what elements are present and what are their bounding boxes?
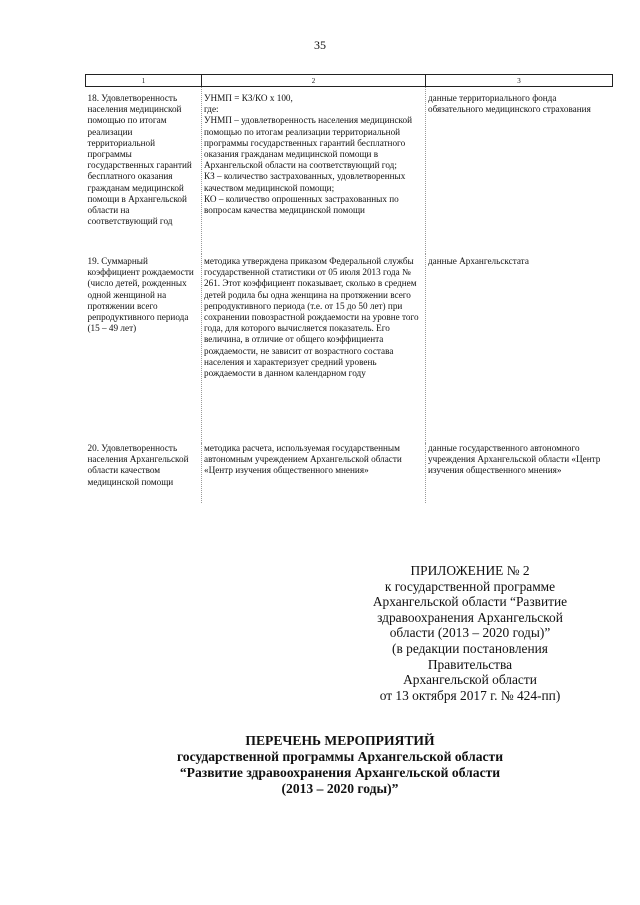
title-line: ПЕРЕЧЕНЬ МЕРОПРИЯТИЙ xyxy=(245,733,435,748)
title-line: “Развитие здравоохранения Архангельской области xyxy=(179,765,501,780)
source-cell: данные Архангельскстата xyxy=(426,254,613,443)
appendix-line: ПРИЛОЖЕНИЕ № 2 xyxy=(410,563,530,578)
appendix-line: к государственной программе xyxy=(384,578,556,594)
method-cell: методика утверждена приказом Федеральной службы государственной статистики от 05 июля 2013 года № 261. Этот коэффициент показывает, сколько в среднем детей родила бы одна женщина на протяжении всего репродуктивного периода (т.е. от 15 до 50 лет) при сохранении повозрастной рождаемости на уровне того года, для которого вычисляется показатель. Его величина, в отличие от общего коэффициента рождаемости, не зависит от возрастного состава населения и характеризует средний уровень рождаемости в данном календарном году xyxy=(202,254,426,443)
column-header-1: 1 xyxy=(86,75,202,87)
table-row xyxy=(86,443,613,503)
table-row xyxy=(86,87,613,255)
appendix-line: Архангельской области “Развитие xyxy=(372,594,568,610)
appendix-line: от 13 октября 2017 г. № 424-пп) xyxy=(379,687,561,703)
method-cell: УНМП = КЗ/КО х 100, где: УНМП – удовлетворенность населения медицинской помощью по итогам реализации территориальной программы государственных гарантий бесплатного оказания гражданам медицинской помощи в Архангельской области на соответствующий год; КЗ – количество застрахованных, удовлетворенных качеством медицинской помощи; КО – количество опрошенных застрахованных по вопросам качества медицинской помощи xyxy=(202,87,426,255)
column-header-2: 2 xyxy=(202,75,426,87)
page-number: 35 xyxy=(314,38,326,52)
indicator-cell: 18. Удовлетворенность населения медицинской помощью по итогам реализации территориальной программы государственных гарантий бесплатного оказания гражданам медицинской помощи в Архангельской области на соответствующий год xyxy=(86,87,202,255)
method-cell: методика расчета, используемая государственным автономным учреждением Архангельской области «Центр изучения общественного мнения» xyxy=(202,443,426,503)
appendix-line: Архангельской области xyxy=(403,672,537,688)
appendix-line: Правительства xyxy=(427,656,513,672)
table-header-row xyxy=(86,75,613,87)
indicator-cell: 20. Удовлетворенность населения Архангельской области качеством медицинской помощи xyxy=(86,443,202,503)
indicator-cell: 19. Суммарный коэффициент рождаемости (число детей, рожденных одной женщиной на протяжении всего репродуктивного периода (15 – 49 лет) xyxy=(86,254,202,443)
document-title xyxy=(100,733,580,797)
title-line: (2013 – 2020 годы)” xyxy=(281,781,399,796)
appendix-line: здравоохранения Архангельской xyxy=(377,609,563,625)
appendix-line: (в редакции постановления xyxy=(392,640,548,656)
indicators-table xyxy=(85,74,613,503)
column-header-3: 3 xyxy=(426,75,613,87)
title-line: государственной программы Архангельской области xyxy=(176,749,504,764)
appendix-heading xyxy=(335,563,605,703)
table-row xyxy=(86,254,613,443)
source-cell: данные территориального фонда обязательного медицинского страхования xyxy=(426,87,613,255)
appendix-line: области (2013 – 2020 годы)” xyxy=(389,625,551,641)
source-cell: данные государственного автономного учреждения Архангельской области «Центр изучения общественного мнения» xyxy=(426,443,613,503)
